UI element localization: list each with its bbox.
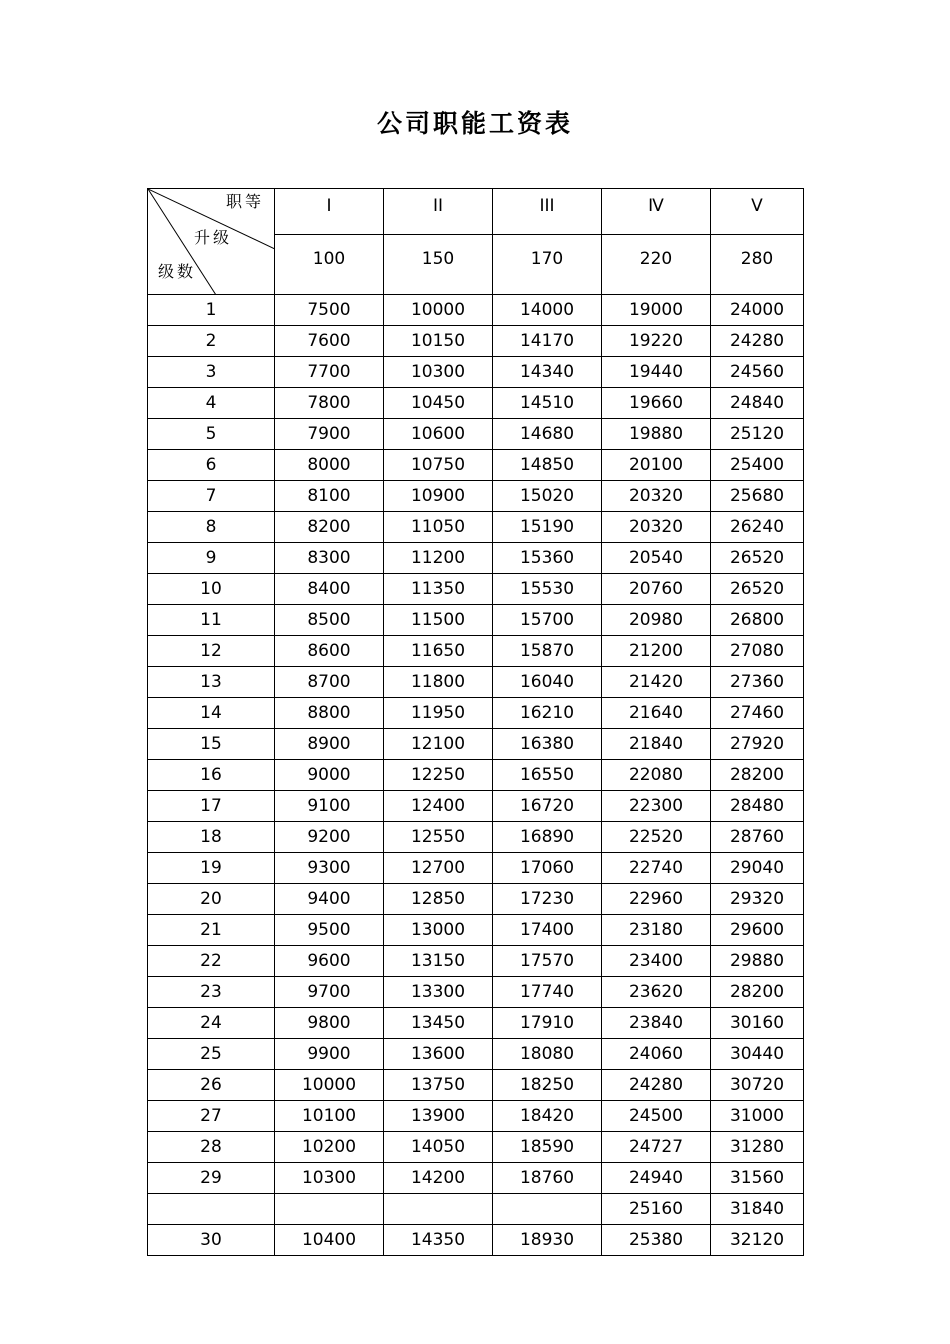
level-cell: 26	[148, 1070, 275, 1101]
salary-cell: 18760	[493, 1163, 602, 1194]
salary-cell: 25380	[602, 1225, 711, 1256]
salary-cell: 24280	[711, 326, 804, 357]
salary-cell: 19440	[602, 357, 711, 388]
salary-cell: 8600	[275, 636, 384, 667]
salary-cell: 23620	[602, 977, 711, 1008]
salary-cell: 28200	[711, 760, 804, 791]
salary-cell: 8700	[275, 667, 384, 698]
salary-cell: 8500	[275, 605, 384, 636]
salary-cell: 20980	[602, 605, 711, 636]
level-cell: 13	[148, 667, 275, 698]
salary-cell: 24500	[602, 1101, 711, 1132]
level-cell: 23	[148, 977, 275, 1008]
salary-cell: 24727	[602, 1132, 711, 1163]
salary-cell: 13300	[384, 977, 493, 1008]
salary-cell: 14850	[493, 450, 602, 481]
salary-cell: 10900	[384, 481, 493, 512]
table-row	[148, 1194, 804, 1225]
salary-cell: 22520	[602, 822, 711, 853]
salary-cell: 21640	[602, 698, 711, 729]
salary-cell: 8900	[275, 729, 384, 760]
salary-cell: 14200	[384, 1163, 493, 1194]
salary-cell: 15190	[493, 512, 602, 543]
salary-cell: 16550	[493, 760, 602, 791]
salary-cell: 13450	[384, 1008, 493, 1039]
level-cell: 28	[148, 1132, 275, 1163]
salary-cell: 8100	[275, 481, 384, 512]
salary-cell: 31840	[711, 1194, 804, 1225]
salary-cell: 22300	[602, 791, 711, 822]
salary-cell: 27460	[711, 698, 804, 729]
salary-cell: 29880	[711, 946, 804, 977]
salary-cell: 27920	[711, 729, 804, 760]
salary-cell: 20100	[602, 450, 711, 481]
salary-cell: 10450	[384, 388, 493, 419]
level-cell: 3	[148, 357, 275, 388]
salary-table-body	[148, 189, 804, 1256]
salary-cell: 20320	[602, 481, 711, 512]
table-row	[148, 1070, 804, 1101]
salary-cell: 12550	[384, 822, 493, 853]
salary-cell: 17060	[493, 853, 602, 884]
salary-cell: 28480	[711, 791, 804, 822]
level-cell: 17	[148, 791, 275, 822]
salary-cell: 20540	[602, 543, 711, 574]
table-row	[148, 419, 804, 450]
salary-cell: 7700	[275, 357, 384, 388]
table-row	[148, 853, 804, 884]
salary-cell: 7500	[275, 295, 384, 326]
level-cell: 5	[148, 419, 275, 450]
salary-cell: 26800	[711, 605, 804, 636]
salary-cell: 10000	[275, 1070, 384, 1101]
salary-table	[147, 188, 804, 1256]
salary-cell: 14340	[493, 357, 602, 388]
salary-cell: 8000	[275, 450, 384, 481]
increment-header: 150	[384, 235, 493, 295]
salary-cell: 10000	[384, 295, 493, 326]
salary-cell: 9700	[275, 977, 384, 1008]
salary-cell: 19880	[602, 419, 711, 450]
salary-cell: 10100	[275, 1101, 384, 1132]
table-row	[148, 357, 804, 388]
salary-cell: 19660	[602, 388, 711, 419]
salary-cell: 23400	[602, 946, 711, 977]
level-cell: 18	[148, 822, 275, 853]
table-row	[148, 1101, 804, 1132]
salary-cell: 30720	[711, 1070, 804, 1101]
salary-cell: 20760	[602, 574, 711, 605]
salary-cell: 29600	[711, 915, 804, 946]
table-row	[148, 760, 804, 791]
salary-cell: 32120	[711, 1225, 804, 1256]
increment-header: 100	[275, 235, 384, 295]
salary-cell: 21200	[602, 636, 711, 667]
level-cell: 11	[148, 605, 275, 636]
increment-header: 170	[493, 235, 602, 295]
table-row	[148, 450, 804, 481]
level-cell: 25	[148, 1039, 275, 1070]
salary-cell: 24280	[602, 1070, 711, 1101]
salary-cell	[384, 1194, 493, 1225]
salary-cell: 12100	[384, 729, 493, 760]
salary-cell: 25120	[711, 419, 804, 450]
salary-cell: 11950	[384, 698, 493, 729]
salary-cell: 18250	[493, 1070, 602, 1101]
salary-cell: 12400	[384, 791, 493, 822]
salary-cell: 12250	[384, 760, 493, 791]
salary-cell: 27080	[711, 636, 804, 667]
salary-cell: 10750	[384, 450, 493, 481]
salary-cell: 22080	[602, 760, 711, 791]
table-row	[148, 915, 804, 946]
salary-cell: 14170	[493, 326, 602, 357]
salary-cell: 24060	[602, 1039, 711, 1070]
table-row	[148, 605, 804, 636]
salary-cell: 10300	[275, 1163, 384, 1194]
salary-cell: 15360	[493, 543, 602, 574]
salary-cell: 21420	[602, 667, 711, 698]
salary-cell: 8200	[275, 512, 384, 543]
salary-cell	[493, 1194, 602, 1225]
salary-cell: 13900	[384, 1101, 493, 1132]
salary-cell: 10400	[275, 1225, 384, 1256]
salary-cell: 7600	[275, 326, 384, 357]
level-cell: 30	[148, 1225, 275, 1256]
salary-cell: 7900	[275, 419, 384, 450]
salary-cell: 9100	[275, 791, 384, 822]
salary-cell: 15530	[493, 574, 602, 605]
salary-cell: 16210	[493, 698, 602, 729]
salary-cell: 8300	[275, 543, 384, 574]
table-row	[148, 481, 804, 512]
corner-label-level: 级数	[158, 262, 197, 281]
grade-header: V	[711, 189, 804, 235]
level-cell: 9	[148, 543, 275, 574]
salary-cell: 9400	[275, 884, 384, 915]
salary-cell: 24560	[711, 357, 804, 388]
salary-cell: 29040	[711, 853, 804, 884]
salary-cell: 31280	[711, 1132, 804, 1163]
salary-cell: 9000	[275, 760, 384, 791]
table-row	[148, 636, 804, 667]
table-row	[148, 1008, 804, 1039]
salary-cell: 11200	[384, 543, 493, 574]
salary-cell: 9500	[275, 915, 384, 946]
salary-cell: 15870	[493, 636, 602, 667]
salary-cell	[275, 1194, 384, 1225]
salary-cell: 10200	[275, 1132, 384, 1163]
level-cell: 10	[148, 574, 275, 605]
salary-cell: 13000	[384, 915, 493, 946]
salary-cell: 23840	[602, 1008, 711, 1039]
salary-cell: 26520	[711, 543, 804, 574]
table-row	[148, 1163, 804, 1194]
salary-cell: 30440	[711, 1039, 804, 1070]
grade-header: Ⅳ	[602, 189, 711, 235]
level-cell	[148, 1194, 275, 1225]
grade-header: II	[384, 189, 493, 235]
salary-cell: 14510	[493, 388, 602, 419]
level-cell: 19	[148, 853, 275, 884]
level-cell: 4	[148, 388, 275, 419]
salary-cell: 18930	[493, 1225, 602, 1256]
table-row	[148, 1132, 804, 1163]
table-row	[148, 295, 804, 326]
table-row	[148, 884, 804, 915]
salary-cell: 25680	[711, 481, 804, 512]
salary-cell: 9300	[275, 853, 384, 884]
salary-cell: 7800	[275, 388, 384, 419]
table-row	[148, 1039, 804, 1070]
level-cell: 6	[148, 450, 275, 481]
salary-cell: 9600	[275, 946, 384, 977]
salary-cell: 18080	[493, 1039, 602, 1070]
salary-cell: 8400	[275, 574, 384, 605]
grade-header: III	[493, 189, 602, 235]
salary-cell: 10300	[384, 357, 493, 388]
salary-cell: 16720	[493, 791, 602, 822]
salary-cell: 24940	[602, 1163, 711, 1194]
salary-cell: 29320	[711, 884, 804, 915]
table-row	[148, 822, 804, 853]
salary-cell: 28200	[711, 977, 804, 1008]
level-cell: 8	[148, 512, 275, 543]
salary-cell: 30160	[711, 1008, 804, 1039]
salary-cell: 13600	[384, 1039, 493, 1070]
level-cell: 20	[148, 884, 275, 915]
salary-cell: 31000	[711, 1101, 804, 1132]
salary-cell: 9900	[275, 1039, 384, 1070]
salary-cell: 9200	[275, 822, 384, 853]
salary-cell: 11650	[384, 636, 493, 667]
table-row	[148, 729, 804, 760]
table-row	[148, 791, 804, 822]
salary-cell: 10150	[384, 326, 493, 357]
level-cell: 12	[148, 636, 275, 667]
salary-cell: 28760	[711, 822, 804, 853]
salary-cell: 25400	[711, 450, 804, 481]
salary-cell: 15700	[493, 605, 602, 636]
level-cell: 7	[148, 481, 275, 512]
salary-cell: 22960	[602, 884, 711, 915]
salary-cell: 12850	[384, 884, 493, 915]
level-cell: 27	[148, 1101, 275, 1132]
level-cell: 29	[148, 1163, 275, 1194]
table-row	[148, 388, 804, 419]
salary-cell: 17230	[493, 884, 602, 915]
corner-label-increment: 升级	[194, 228, 233, 247]
increment-header: 280	[711, 235, 804, 295]
salary-cell: 14680	[493, 419, 602, 450]
salary-cell: 14050	[384, 1132, 493, 1163]
salary-cell: 25160	[602, 1194, 711, 1225]
table-row	[148, 667, 804, 698]
salary-cell: 20320	[602, 512, 711, 543]
salary-cell: 17400	[493, 915, 602, 946]
salary-cell: 17570	[493, 946, 602, 977]
salary-cell: 11800	[384, 667, 493, 698]
page-title: 公司职能工资表	[376, 109, 573, 138]
salary-cell: 17740	[493, 977, 602, 1008]
level-cell: 16	[148, 760, 275, 791]
salary-cell: 24000	[711, 295, 804, 326]
salary-cell: 24840	[711, 388, 804, 419]
salary-cell: 13750	[384, 1070, 493, 1101]
salary-cell: 11050	[384, 512, 493, 543]
salary-cell: 17910	[493, 1008, 602, 1039]
salary-cell: 8800	[275, 698, 384, 729]
salary-cell: 16380	[493, 729, 602, 760]
table-row	[148, 512, 804, 543]
salary-cell: 13150	[384, 946, 493, 977]
salary-cell: 19000	[602, 295, 711, 326]
header-corner-cell	[148, 189, 275, 295]
salary-cell: 19220	[602, 326, 711, 357]
level-cell: 21	[148, 915, 275, 946]
salary-cell: 23180	[602, 915, 711, 946]
table-row	[148, 543, 804, 574]
salary-cell: 11500	[384, 605, 493, 636]
salary-cell: 21840	[602, 729, 711, 760]
salary-cell: 15020	[493, 481, 602, 512]
level-cell: 22	[148, 946, 275, 977]
level-cell: 15	[148, 729, 275, 760]
salary-cell: 26520	[711, 574, 804, 605]
salary-cell: 27360	[711, 667, 804, 698]
salary-cell: 18590	[493, 1132, 602, 1163]
salary-cell: 10600	[384, 419, 493, 450]
increment-header: 220	[602, 235, 711, 295]
header-row-grades	[148, 189, 804, 235]
table-row	[148, 574, 804, 605]
salary-cell: 16040	[493, 667, 602, 698]
salary-cell: 31560	[711, 1163, 804, 1194]
table-row	[148, 977, 804, 1008]
level-cell: 1	[148, 295, 275, 326]
salary-cell: 14350	[384, 1225, 493, 1256]
salary-cell: 22740	[602, 853, 711, 884]
corner-label-grade: 职等	[225, 192, 264, 211]
salary-cell: 11350	[384, 574, 493, 605]
table-row	[148, 326, 804, 357]
salary-cell: 12700	[384, 853, 493, 884]
level-cell: 2	[148, 326, 275, 357]
salary-cell: 16890	[493, 822, 602, 853]
level-cell: 14	[148, 698, 275, 729]
salary-cell: 26240	[711, 512, 804, 543]
salary-cell: 18420	[493, 1101, 602, 1132]
salary-cell: 14000	[493, 295, 602, 326]
salary-cell: 9800	[275, 1008, 384, 1039]
table-row	[148, 1225, 804, 1256]
table-row	[148, 946, 804, 977]
grade-header: I	[275, 189, 384, 235]
level-cell: 24	[148, 1008, 275, 1039]
table-row	[148, 698, 804, 729]
